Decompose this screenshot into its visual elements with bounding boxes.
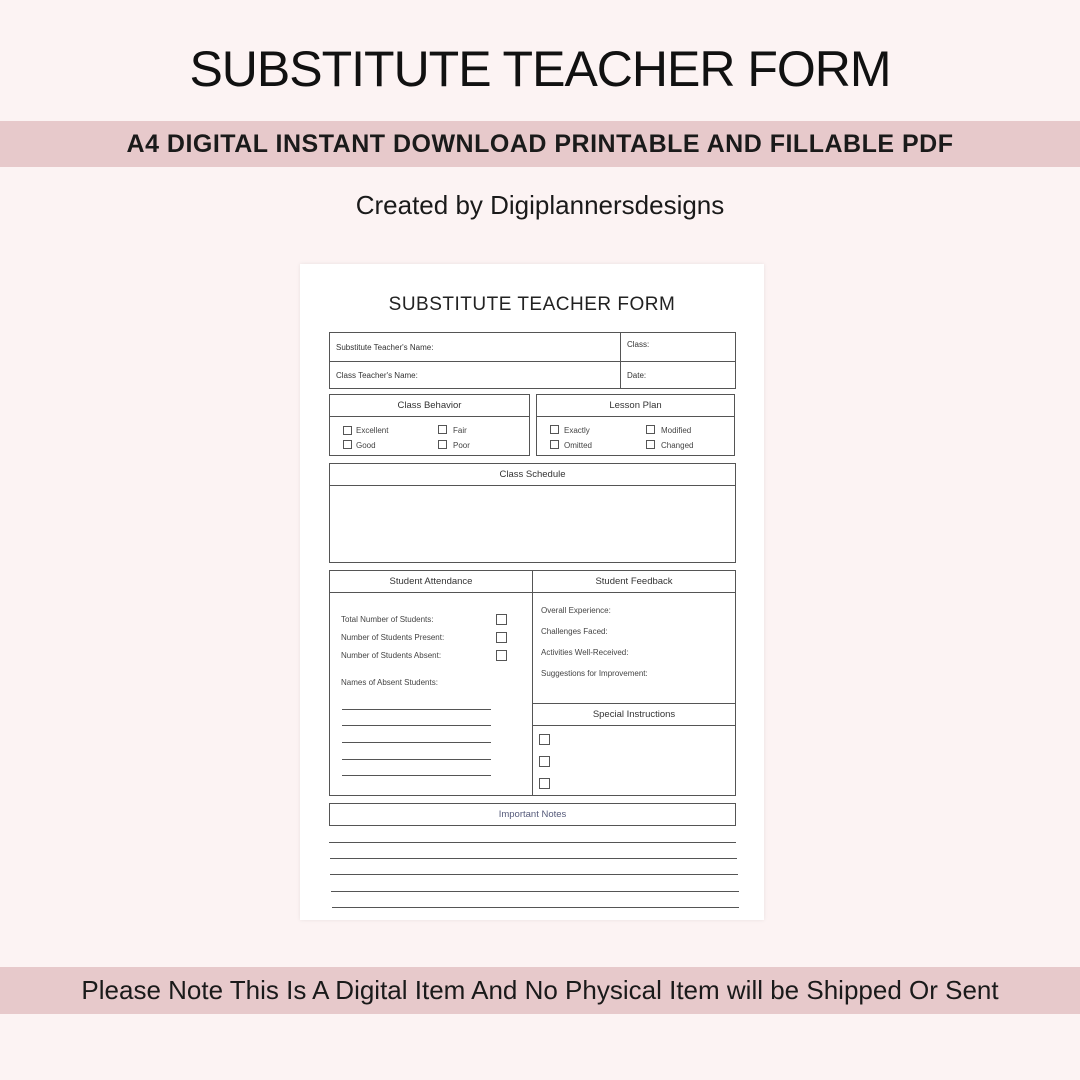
date-field[interactable]: Date: [627, 371, 647, 380]
lesson-plan-section [536, 394, 735, 456]
subtitle-text: A4 DIGITAL INSTANT DOWNLOAD PRINTABLE AND FILLABLE PDF [126, 129, 954, 158]
modified-checkbox[interactable] [646, 425, 655, 434]
suggestions-field[interactable]: Suggestions for Improvement: [541, 669, 648, 678]
fair-checkbox[interactable] [438, 425, 447, 434]
class-teacher-name-field[interactable]: Class Teacher's Name: [336, 371, 418, 380]
table-divider [330, 361, 735, 362]
instruction-checkbox[interactable] [539, 734, 550, 745]
exactly-checkbox[interactable] [550, 425, 559, 434]
overall-experience-field[interactable]: Overall Experience: [541, 606, 611, 615]
exactly-label: Exactly [564, 426, 590, 435]
teacher-info-table [329, 332, 736, 389]
student-attendance-title: Student Attendance [330, 571, 532, 593]
class-schedule-title: Class Schedule [330, 464, 735, 486]
form-title: SUBSTITUTE TEACHER FORM [388, 294, 676, 315]
students-present-box[interactable] [496, 632, 507, 643]
notice-band [0, 967, 1080, 1014]
absent-names-label: Names of Absent Students: [341, 678, 438, 687]
poor-checkbox[interactable] [438, 440, 447, 449]
important-notes-header [329, 803, 736, 826]
students-present-label: Number of Students Present: [341, 633, 445, 642]
total-students-box[interactable] [496, 614, 507, 625]
activities-well-received-field[interactable]: Activities Well-Received: [541, 648, 629, 657]
notes-line[interactable] [329, 842, 736, 843]
instruction-checkbox[interactable] [539, 778, 550, 789]
student-attendance-section [329, 570, 533, 796]
absent-name-line[interactable] [342, 775, 491, 776]
changed-label: Changed [661, 441, 694, 450]
absent-name-line[interactable] [342, 759, 491, 760]
omitted-checkbox[interactable] [550, 440, 559, 449]
page-title: SUBSTITUTE TEACHER FORM [189, 41, 891, 97]
absent-name-line[interactable] [342, 709, 491, 710]
important-notes-title: Important Notes [498, 809, 567, 820]
notes-line[interactable] [332, 907, 739, 908]
special-instructions-title: Special Instructions [533, 704, 735, 726]
modified-label: Modified [661, 426, 692, 435]
subtitle-band [0, 121, 1080, 167]
students-absent-label: Number of Students Absent: [341, 651, 442, 660]
special-instructions-section [532, 703, 736, 796]
challenges-faced-field[interactable]: Challenges Faced: [541, 627, 608, 636]
lesson-plan-title: Lesson Plan [537, 395, 734, 417]
class-behavior-section [329, 394, 530, 456]
instruction-checkbox[interactable] [539, 756, 550, 767]
class-behavior-title: Class Behavior [330, 395, 529, 417]
excellent-label: Excellent [356, 426, 389, 435]
absent-name-line[interactable] [342, 742, 491, 743]
notice-text: Please Note This Is A Digital Item And No Physical Item will be Shipped Or Sent [81, 975, 999, 1005]
fair-label: Fair [453, 426, 467, 435]
form-preview-sheet [300, 264, 764, 920]
student-feedback-title: Student Feedback [533, 571, 735, 593]
substitute-name-field[interactable]: Substitute Teacher's Name: [336, 343, 434, 352]
total-students-label: Total Number of Students: [341, 615, 434, 624]
class-schedule-section[interactable] [329, 463, 736, 563]
omitted-label: Omitted [564, 441, 593, 450]
good-checkbox[interactable] [343, 440, 352, 449]
good-label: Good [356, 441, 376, 450]
poor-label: Poor [453, 441, 470, 450]
student-feedback-section [532, 570, 736, 704]
notes-line[interactable] [330, 874, 738, 875]
class-field[interactable]: Class: [627, 340, 650, 349]
credit-text: Created by Digiplannersdesigns [355, 190, 725, 220]
notes-line[interactable] [331, 891, 739, 892]
notes-line[interactable] [330, 858, 737, 859]
absent-name-line[interactable] [342, 725, 491, 726]
excellent-checkbox[interactable] [343, 426, 352, 435]
changed-checkbox[interactable] [646, 440, 655, 449]
students-absent-box[interactable] [496, 650, 507, 661]
